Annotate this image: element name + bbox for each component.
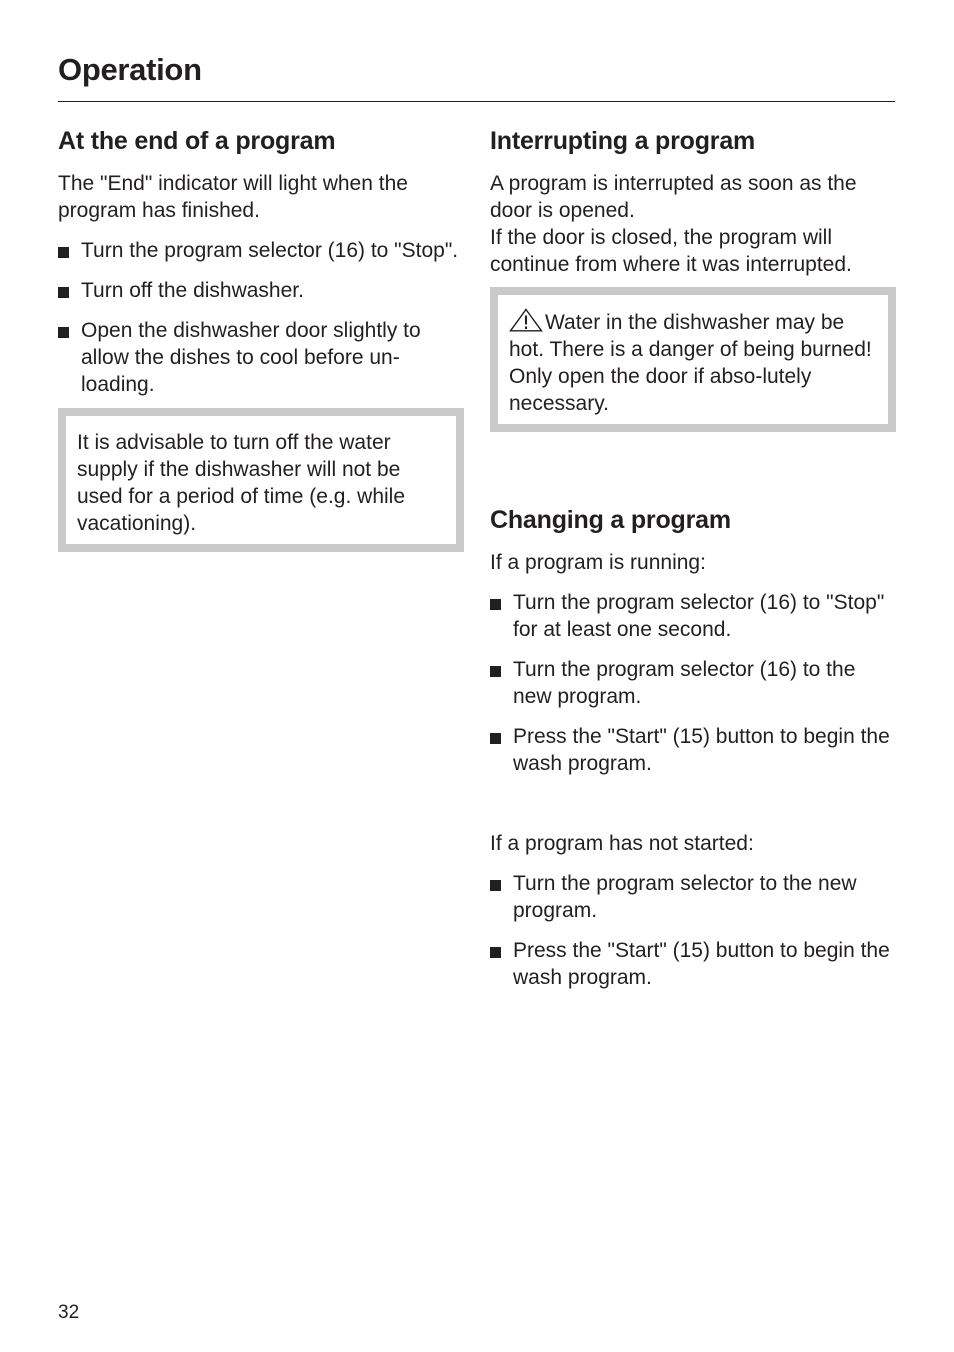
bullet-square-icon <box>58 287 69 298</box>
interrupting-text-2: If the door is closed, the program will continue from where it was interrupted. <box>490 226 852 276</box>
bullet-square-icon <box>490 599 501 610</box>
end-of-program-steps <box>58 237 464 398</box>
bullet-square-icon <box>58 327 69 338</box>
bullet-square-icon <box>490 880 501 891</box>
list-item: Turn the program selector (16) to "Stop" for at least one second. <box>490 589 896 643</box>
list-item: Turn the program selector (16) to "Stop". <box>58 237 464 264</box>
bullet-square-icon <box>58 247 69 258</box>
water-supply-note-text: It is advisable to turn off the water supply if the dishwasher will not be used for a period of time (e.g. while vacationing). <box>77 431 406 535</box>
running-intro: If a program is running: <box>490 551 706 574</box>
end-of-program-intro: The "End" indicator will light when the program has finished. <box>58 172 408 222</box>
title-divider <box>58 101 895 102</box>
page-title: Operation <box>58 52 202 87</box>
water-supply-note-box <box>58 408 464 552</box>
warning-triangle-icon <box>509 308 543 332</box>
hot-water-warning-box <box>490 287 896 432</box>
hot-water-warning-text: Water in the dishwasher may be hot. There is a danger of being burned! Only open the door if abso-lutely necessary. <box>509 311 872 415</box>
left-column <box>58 126 464 552</box>
running-steps <box>490 589 896 777</box>
list-item: Turn the program selector (16) to the new program. <box>490 656 896 710</box>
bullet-square-icon <box>490 947 501 958</box>
section-heading-interrupting: Interrupting a program <box>490 127 756 155</box>
list-item: Press the "Start" (15) button to begin the wash program. <box>490 723 896 777</box>
interrupting-text-1: A program is interrupted as soon as the door is opened. <box>490 172 857 222</box>
list-item: Open the dishwasher door slightly to allow the dishes to cool before un-loading. <box>58 317 464 398</box>
section-heading-end-of-program: At the end of a program <box>58 127 336 155</box>
not-started-steps <box>490 870 896 991</box>
page-number: 32 <box>58 1302 80 1323</box>
right-column <box>490 126 896 991</box>
bullet-square-icon <box>490 666 501 677</box>
section-heading-changing: Changing a program <box>490 506 731 534</box>
not-started-intro: If a program has not started: <box>490 832 754 855</box>
list-item: Turn off the dishwasher. <box>58 277 464 304</box>
list-item: Press the "Start" (15) button to begin the wash program. <box>490 937 896 991</box>
list-item: Turn the program selector to the new program. <box>490 870 896 924</box>
bullet-square-icon <box>490 733 501 744</box>
